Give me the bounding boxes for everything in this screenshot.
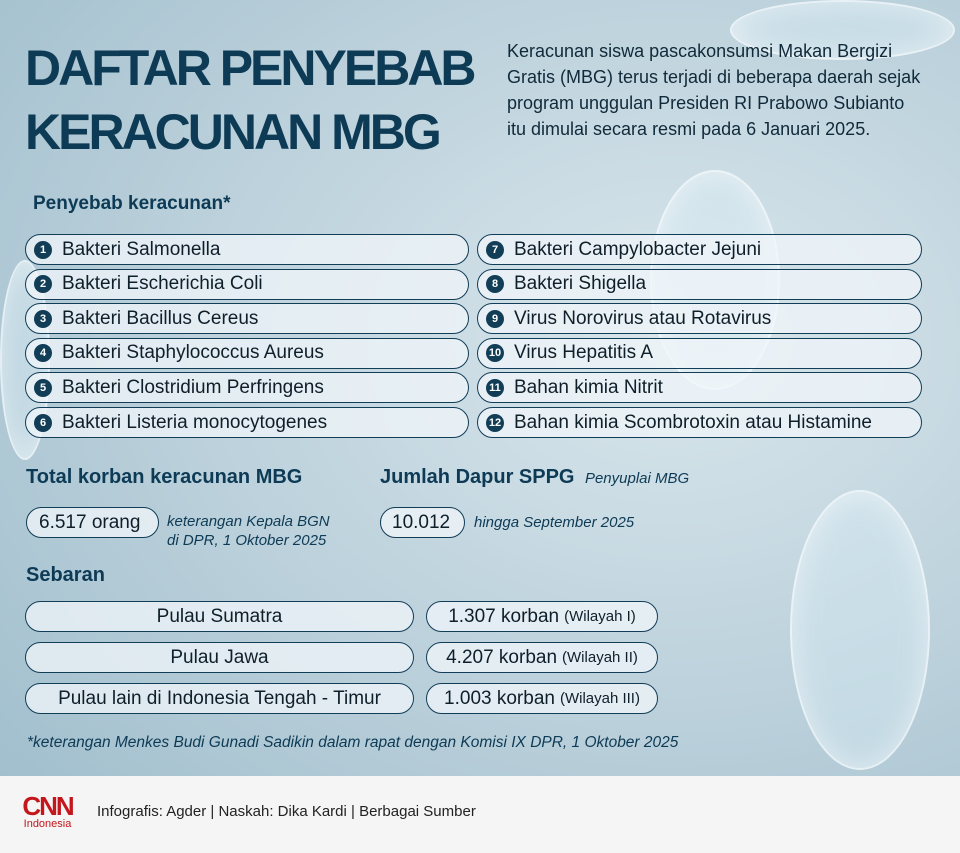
kitchens-note: hingga September 2025 — [474, 514, 635, 531]
area-label: (Wilayah III) — [559, 690, 640, 707]
number-badge: 7 — [486, 241, 504, 259]
cause-label: Bakteri Bacillus Cereus — [62, 307, 259, 329]
cause-label: Bakteri Clostridium Perfringens — [62, 376, 324, 398]
cause-label: Virus Hepatitis A — [514, 342, 654, 364]
kitchens-value: 10.012 — [380, 507, 465, 538]
count-value: 1.307 korban — [448, 605, 560, 627]
cause-item — [477, 234, 922, 265]
number-badge: 4 — [34, 344, 52, 362]
cause-label: Bakteri Escherichia Coli — [62, 273, 263, 295]
cause-label: Bakteri Staphylococcus Aureus — [62, 342, 324, 364]
region-label: Pulau Jawa — [25, 642, 414, 673]
cause-label: Bakteri Salmonella — [62, 238, 221, 260]
cnn-logo-sub: Indonesia — [23, 818, 72, 830]
cnn-logo — [20, 791, 75, 830]
count-value: 4.207 korban — [446, 646, 558, 668]
cause-item — [25, 269, 469, 300]
victims-note-line: di DPR, 1 Oktober 2025 — [167, 532, 327, 549]
cause-item — [477, 269, 922, 300]
page-title — [25, 36, 474, 164]
number-badge: 1 — [34, 241, 52, 259]
area-label: (Wilayah II) — [562, 649, 638, 666]
region-label: Pulau Sumatra — [25, 601, 414, 632]
kitchens-subheading: Penyuplai MBG — [584, 470, 690, 487]
region-count — [426, 683, 658, 714]
cause-label: Bakteri Campylobacter Jejuni — [514, 238, 762, 260]
number-badge: 8 — [486, 275, 504, 293]
cnn-logo-text: CNN — [22, 791, 73, 821]
title-line-2: KERACUNAN MBG — [25, 104, 439, 160]
region-count — [426, 642, 658, 673]
causes-heading: Penyebab keracunan* — [33, 193, 231, 214]
footnote: *keterangan Menkes Budi Gunadi Sadikin dalam rapat dengan Komisi IX DPR, 1 Oktober 2025 — [27, 734, 679, 751]
number-badge: 9 — [486, 310, 504, 328]
region-label: Pulau lain di Indonesia Tengah - Timur — [25, 683, 414, 714]
cause-item — [477, 303, 922, 334]
cause-item — [25, 338, 469, 369]
cause-label: Virus Norovirus atau Rotavirus — [514, 307, 772, 329]
cause-item — [477, 338, 922, 369]
victims-note-line: keterangan Kepala BGN — [167, 513, 330, 530]
intro-text: Keracunan siswa pascakonsumsi Makan Bergizi Gratis (MBG) terus terjadi di beberapa daerah sejak program unggulan Presiden RI Prabowo Subianto itu dimulai secara resmi pada 6 Januari 2025. — [507, 41, 921, 139]
number-badge: 5 — [34, 379, 52, 397]
cause-label: Bakteri Shigella — [514, 273, 647, 295]
title-line-1: DAFTAR PENYEBAB — [25, 40, 474, 96]
number-badge: 12 — [486, 414, 504, 432]
number-badge: 2 — [34, 275, 52, 293]
victims-note — [167, 512, 330, 550]
cause-label: Bakteri Listeria monocytogenes — [62, 411, 328, 433]
cause-label: Bahan kimia Scombrotoxin atau Histamine — [514, 411, 873, 433]
area-label: (Wilayah I) — [564, 608, 636, 625]
region-count — [426, 601, 658, 632]
cause-label: Bahan kimia Nitrit — [514, 376, 663, 398]
number-badge: 11 — [486, 379, 504, 397]
number-badge: 10 — [486, 344, 504, 362]
footer — [0, 776, 960, 853]
cause-item — [25, 234, 469, 265]
kitchens-heading: Jumlah Dapur SPPG — [380, 466, 575, 488]
spread-heading: Sebaran — [26, 564, 105, 586]
kitchens-heading-group — [380, 466, 689, 489]
count-value: 1.003 korban — [444, 687, 555, 709]
number-badge: 3 — [34, 310, 52, 328]
cause-item — [477, 407, 922, 438]
cause-item — [25, 303, 469, 334]
cause-item — [477, 372, 922, 403]
cause-item — [25, 407, 469, 438]
victims-value: 6.517 orang — [26, 507, 159, 538]
number-badge: 6 — [34, 414, 52, 432]
cause-item — [25, 372, 469, 403]
bacteria-illustration — [790, 490, 930, 770]
victims-heading: Total korban keracunan MBG — [26, 466, 303, 488]
credits: Infografis: Agder | Naskah: Dika Kardi | Berbagai Sumber — [97, 803, 476, 820]
